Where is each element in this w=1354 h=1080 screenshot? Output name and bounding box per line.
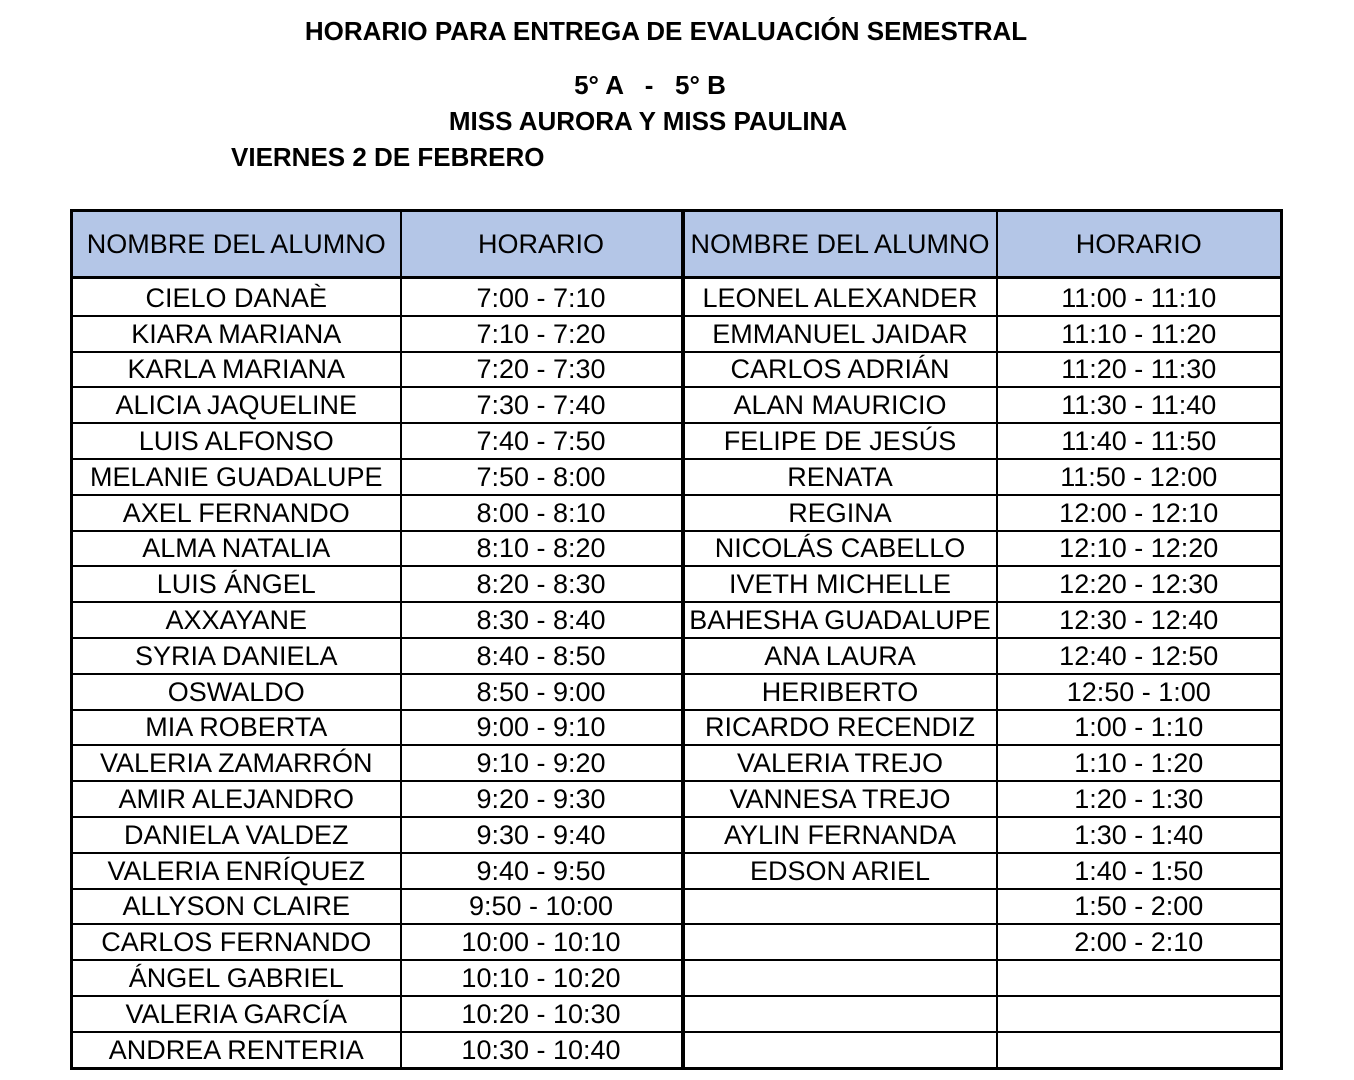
time-slot-right: 12:20 - 12:30 [997,566,1282,602]
table-row [72,387,1282,423]
student-name-right: HERIBERTO [683,674,997,710]
time-slot-left: 8:00 - 8:10 [401,495,683,531]
time-slot-left: 8:50 - 9:00 [401,674,683,710]
time-slot-left: 7:10 - 7:20 [401,316,683,352]
time-slot-right: 11:50 - 12:00 [997,459,1282,495]
time-slot-right: 1:50 - 2:00 [997,889,1282,925]
header-student-name-left: NOMBRE DEL ALUMNO [72,211,401,278]
time-slot-left: 9:30 - 9:40 [401,817,683,853]
student-name-left: ALMA NATALIA [72,531,401,567]
table-row [72,817,1282,853]
student-name-left: VALERIA ENRÍQUEZ [72,853,401,889]
time-slot-right: 11:10 - 11:20 [997,316,1282,352]
time-slot-left: 8:10 - 8:20 [401,531,683,567]
time-slot-left: 7:50 - 8:00 [401,459,683,495]
student-name-right: EMMANUEL JAIDAR [683,316,997,352]
table-row [72,889,1282,925]
table-row [72,602,1282,638]
time-slot-left: 10:30 - 10:40 [401,1032,683,1068]
time-slot-right [997,996,1282,1032]
student-name-right: RICARDO RECENDIZ [683,710,997,746]
page-title: HORARIO PARA ENTREGA DE EVALUACIÓN SEMESTRAL [304,16,1028,46]
schedule-table [70,209,1283,1070]
student-name-right: RENATA [683,459,997,495]
student-name-left: CARLOS FERNANDO [72,924,401,960]
time-slot-right: 12:40 - 12:50 [997,638,1282,674]
table-row [72,566,1282,602]
time-slot-right: 11:30 - 11:40 [997,387,1282,423]
time-slot-right [997,960,1282,996]
table-row [72,495,1282,531]
student-name-right: CARLOS ADRIÁN [683,352,997,388]
time-slot-left: 10:20 - 10:30 [401,996,683,1032]
time-slot-left: 9:00 - 9:10 [401,710,683,746]
student-name-left: LUIS ALFONSO [72,423,401,459]
header-student-name-right: NOMBRE DEL ALUMNO [683,211,997,278]
student-name-left: AXXAYANE [72,602,401,638]
time-slot-left: 9:40 - 9:50 [401,853,683,889]
table-row [72,316,1282,352]
time-slot-right: 1:10 - 1:20 [997,745,1282,781]
table-row [72,674,1282,710]
student-name-right [683,996,997,1032]
student-name-right: AYLIN FERNANDA [683,817,997,853]
student-name-left: SYRIA DANIELA [72,638,401,674]
student-name-left: ALICIA JAQUELINE [72,387,401,423]
time-slot-right: 12:30 - 12:40 [997,602,1282,638]
header-time-right: HORARIO [997,211,1282,278]
time-slot-left: 8:40 - 8:50 [401,638,683,674]
table-row [72,781,1282,817]
groups-subtitle: 5° A - 5° B [574,70,726,100]
teachers-subtitle: MISS AURORA Y MISS PAULINA [448,106,848,136]
student-name-left: MELANIE GUADALUPE [72,459,401,495]
student-name-right: NICOLÁS CABELLO [683,531,997,567]
time-slot-right: 1:20 - 1:30 [997,781,1282,817]
time-slot-right: 1:40 - 1:50 [997,853,1282,889]
time-slot-left: 7:00 - 7:10 [401,278,683,316]
student-name-right: VALERIA TREJO [683,745,997,781]
student-name-left: KARLA MARIANA [72,352,401,388]
time-slot-right: 11:20 - 11:30 [997,352,1282,388]
student-name-left: OSWALDO [72,674,401,710]
time-slot-left: 7:40 - 7:50 [401,423,683,459]
student-name-right: REGINA [683,495,997,531]
student-name-right: IVETH MICHELLE [683,566,997,602]
time-slot-right: 11:40 - 11:50 [997,423,1282,459]
table-row [72,960,1282,996]
table-row [72,996,1282,1032]
table-row [72,853,1282,889]
student-name-left: VALERIA ZAMARRÓN [72,745,401,781]
student-name-right [683,960,997,996]
time-slot-right: 12:50 - 1:00 [997,674,1282,710]
time-slot-right [997,1032,1282,1068]
student-name-right [683,1032,997,1068]
student-name-left: AXEL FERNANDO [72,495,401,531]
time-slot-left: 7:20 - 7:30 [401,352,683,388]
time-slot-left: 9:50 - 10:00 [401,889,683,925]
student-name-left: DANIELA VALDEZ [72,817,401,853]
table-row [72,924,1282,960]
student-name-left: LUIS ÁNGEL [72,566,401,602]
table-row [72,459,1282,495]
time-slot-left: 8:30 - 8:40 [401,602,683,638]
student-name-left: ANDREA RENTERIA [72,1032,401,1068]
student-name-right [683,924,997,960]
table-row [72,278,1282,316]
student-name-left: MIA ROBERTA [72,710,401,746]
table-header-row [72,211,1282,278]
time-slot-right: 1:00 - 1:10 [997,710,1282,746]
time-slot-right: 11:00 - 11:10 [997,278,1282,316]
table-row [72,1032,1282,1068]
time-slot-left: 9:10 - 9:20 [401,745,683,781]
student-name-left: VALERIA GARCÍA [72,996,401,1032]
time-slot-left: 8:20 - 8:30 [401,566,683,602]
student-name-left: KIARA MARIANA [72,316,401,352]
student-name-right: FELIPE DE JESÚS [683,423,997,459]
student-name-right: LEONEL ALEXANDER [683,278,997,316]
time-slot-left: 10:00 - 10:10 [401,924,683,960]
time-slot-left: 9:20 - 9:30 [401,781,683,817]
time-slot-right: 1:30 - 1:40 [997,817,1282,853]
student-name-left: AMIR ALEJANDRO [72,781,401,817]
table-row [72,710,1282,746]
student-name-right: VANNESA TREJO [683,781,997,817]
student-name-right: ANA LAURA [683,638,997,674]
table-row [72,352,1282,388]
time-slot-right: 2:00 - 2:10 [997,924,1282,960]
student-name-left: ÁNGEL GABRIEL [72,960,401,996]
student-name-left: ALLYSON CLAIRE [72,889,401,925]
student-name-right: ALAN MAURICIO [683,387,997,423]
student-name-right: EDSON ARIEL [683,853,997,889]
table-row [72,638,1282,674]
table-body [72,278,1282,1069]
time-slot-left: 7:30 - 7:40 [401,387,683,423]
time-slot-left: 10:10 - 10:20 [401,960,683,996]
table-row [72,531,1282,567]
student-name-right: BAHESHA GUADALUPE [683,602,997,638]
student-name-left: CIELO DANAÈ [72,278,401,316]
table-row [72,745,1282,781]
time-slot-right: 12:10 - 12:20 [997,531,1282,567]
date-label: VIERNES 2 DE FEBRERO [231,142,545,172]
time-slot-right: 12:00 - 12:10 [997,495,1282,531]
header-time-left: HORARIO [401,211,683,278]
table-row [72,423,1282,459]
student-name-right [683,889,997,925]
